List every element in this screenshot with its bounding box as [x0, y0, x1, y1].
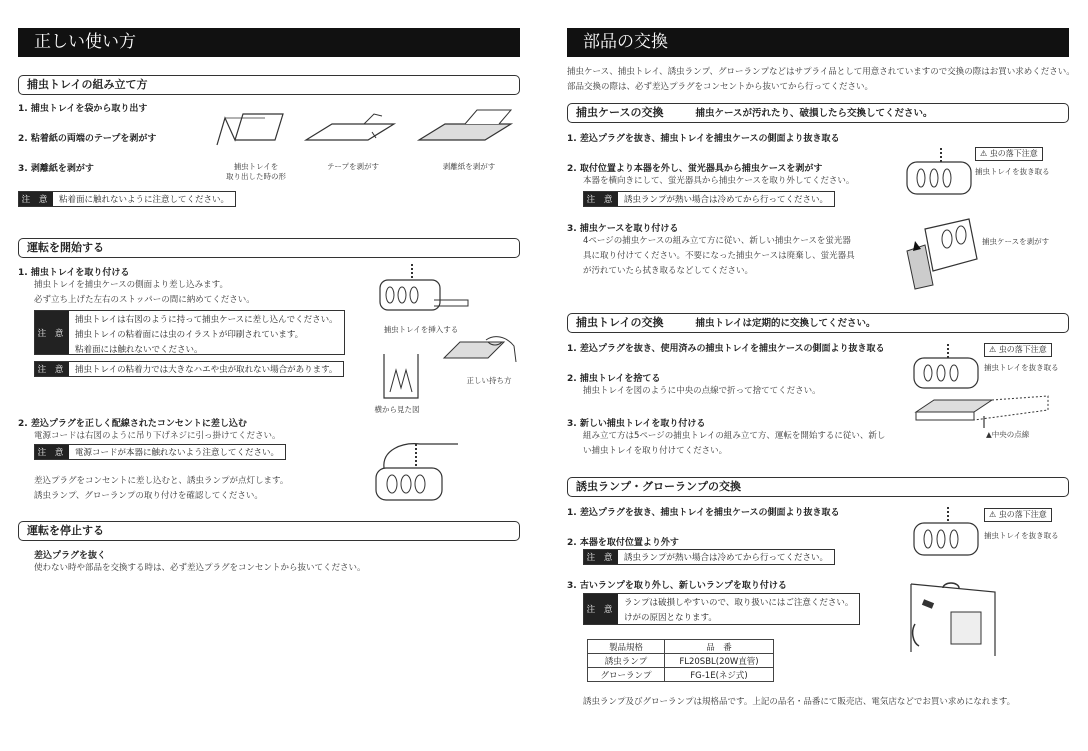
start-step-1: 1. 捕虫トレイを取り付ける: [18, 268, 130, 278]
warning-text: 虫の落下注意: [989, 149, 1038, 158]
note-body: [618, 594, 859, 624]
case-step-2-line: 本器を横向きにして、蛍光器具から捕虫ケースを取り外してください。: [583, 176, 855, 186]
start-step-1-line-1: 捕虫トレイを捕虫ケースの側面より差し込みます。: [34, 280, 228, 290]
right-intro-line-1: 捕虫ケース、捕虫トレイ、誘虫ランプ、グローランプなどはサプライ品として用意されていますので交換の際はお買い求めください。: [567, 67, 1075, 77]
note-tag: 注 意: [35, 311, 69, 354]
case-insect-warning: ⚠ 虫の落下注意: [975, 147, 1043, 161]
tray-caption-remove: 捕虫トレイを抜き取る: [984, 363, 1059, 372]
note-tag: 注 意: [35, 362, 69, 376]
lamp-footer: 誘虫ランプ及びグローランプは規格品です。上記の品名・品番にて販売店、電気店などでお買い求めになれます。: [583, 697, 1016, 707]
case-tray-remove-illustration: [903, 146, 978, 198]
table-row: [588, 668, 774, 682]
lamp-replace-illustration: [905, 572, 1005, 657]
start-step-2-line-3: 誘虫ランプ、グローランプの取り付けを確認してください。: [34, 491, 263, 501]
note-tag: 注 意: [584, 192, 618, 206]
tray-remove-illustration: [910, 342, 985, 392]
tape-peel-illustration: [302, 110, 397, 150]
case-step-3-line-1: 4ページの捕虫ケースの組み立て方に従い、新しい捕虫ケースを蛍光器: [583, 236, 851, 246]
note-tag: 注 意: [35, 445, 69, 459]
tray-section-header: [567, 313, 1069, 333]
tray-fold-illustration: [912, 392, 1052, 430]
tray-header-title: 捕虫トレイの交換: [576, 316, 664, 329]
side-view-illustration: [380, 352, 422, 402]
tray-step-2: 2. 捕虫トレイを捨てる: [567, 374, 661, 384]
start-note-1: [34, 310, 345, 355]
case-caption-peel: 捕虫ケースを剥がす: [982, 237, 1050, 246]
caption-side-view: 横から見た図: [374, 405, 420, 414]
note-text: 誘虫ランプが熱い場合は冷めてから行ってください。: [624, 195, 829, 205]
warning-text: 虫の落下注意: [998, 345, 1047, 354]
caption-correct-grip: 正しい持ち方: [466, 376, 512, 385]
note-tag: 注 意: [19, 192, 53, 206]
start-step-1-line-2: 必ず立ち上げた左右のストッパーの間に納めてください。: [34, 295, 255, 305]
start-note-3: [34, 444, 286, 460]
lamp-section-header: 誘虫ランプ・グローランプの交換: [567, 477, 1069, 497]
case-section-header: [567, 103, 1069, 123]
note-body: [69, 311, 344, 354]
lamp-spec-table: [587, 639, 774, 682]
caption-insert-tray: 捕虫トレイを挿入する: [383, 325, 459, 334]
table-header-cell: 製品規格: [588, 640, 665, 654]
table-cell: FL20SBL(20W直管): [665, 654, 774, 668]
note-line-1: 捕虫トレイは右図のように持って捕虫ケースに差し込んでください。: [75, 315, 338, 325]
tray-caption-center-line: ▲中央の点線: [986, 430, 1030, 439]
assembly-step-2: 2. 粘着紙の両端のテープを剥がす: [18, 134, 157, 144]
lamp-note-2: [583, 593, 860, 625]
note-tag: 注 意: [584, 550, 618, 564]
case-caption-remove-tray: 捕虫トレイを抜き取る: [975, 167, 1050, 176]
start-step-2-line: 電源コードは右図のように吊り下げネジに引っ掛けてください。: [34, 431, 281, 441]
case-header-title: 捕虫ケースの交換: [576, 106, 664, 119]
center-line-text: 中央の点線: [991, 430, 1030, 439]
note-line-1: ランプは破損しやすいので、取り扱いにはご注意ください。: [624, 598, 854, 608]
left-page-title: 正しい使い方: [18, 28, 520, 57]
assembly-step-1: 1. 捕虫トレイを袋から取り出す: [18, 104, 148, 114]
stop-title: 差込プラグを抜く: [34, 551, 107, 561]
note-tag: 注 意: [584, 594, 618, 624]
lamp-tray-remove-illustration: [910, 505, 985, 560]
tray-step-3: 3. 新しい捕虫トレイを取り付ける: [567, 419, 706, 429]
caption-tape-peel: テープを剥がす: [326, 162, 380, 171]
assembly-step-3: 3. 剥離紙を剥がす: [18, 164, 94, 174]
note-text: 電源コードが本器に触れないよう注意してください。: [75, 448, 280, 458]
right-page-title: 部品の交換: [567, 28, 1069, 57]
tray-step-3-line-1: 組み立て方は5ページの捕虫トレイの組み立て方、運転を開始するに従い、新し: [583, 431, 886, 441]
note-line-2: けがの原因となります。: [624, 613, 717, 623]
tray-shape-illustration: [215, 110, 285, 155]
table-cell: FG-1E(ネジ式): [665, 668, 774, 682]
start-step-2-line-2: 差込プラグをコンセントに差し込むと、誘虫ランプが点灯します。: [34, 476, 289, 486]
lamp-step-1: 1. 差込プラグを抜き、捕虫トレイを捕虫ケースの側面より抜き取る: [567, 508, 840, 518]
case-step-2: 2. 取付位置より本器を外し、蛍光器具から捕虫ケースを剥がす: [567, 164, 823, 174]
note-line-2: 捕虫トレイの粘着面には虫のイラストが印刷されています。: [75, 330, 304, 340]
case-step-3-line-2: 具に取り付けてください。不要になった捕虫ケースは廃棄し、蛍光器具: [583, 251, 855, 261]
case-header-sub: 捕虫ケースが汚れたり、破損したら交換してください。: [695, 108, 933, 119]
table-header-row: [588, 640, 774, 654]
case-peel-illustration: [903, 215, 983, 290]
release-paper-illustration: [415, 108, 515, 150]
stop-text: 使わない時や部品を交換する時は、必ず差込プラグをコンセントから抜いてください。: [34, 563, 366, 573]
caption-release-paper: 剥離紙を剥がす: [442, 162, 496, 171]
caption-tray-shape-1: 捕虫トレイを: [233, 162, 279, 171]
table-cell: 誘虫ランプ: [588, 654, 665, 668]
lamp-note-1: [583, 549, 835, 565]
cord-hanging-illustration: [372, 438, 464, 506]
tray-header-sub: 捕虫トレイは定期的に交換してください。: [695, 318, 876, 329]
case-step-3: 3. 捕虫ケースを取り付ける: [567, 224, 679, 234]
right-intro-line-2: 部品交換の際は、必ず差込プラグをコンセントから抜いてから行ってください。: [567, 82, 874, 92]
table-cell: グローランプ: [588, 668, 665, 682]
case-step-3-line-3: が汚れていたら拭き取るなどしてください。: [583, 266, 754, 276]
tray-step-1: 1. 差込プラグを抜き、使用済みの捕虫トレイを捕虫ケースの側面より抜き取る: [567, 344, 885, 354]
note-line-3: 粘着面には触れないでください。: [75, 345, 203, 355]
tray-insert-illustration: [376, 262, 471, 317]
tray-step-3-line-2: い捕虫トレイを取り付けてください。: [583, 446, 728, 456]
stop-section-header: 運転を停止する: [18, 521, 520, 541]
case-note: [583, 191, 835, 207]
note-text: 捕虫トレイの粘着力では大きなハエや虫が取れない場合があります。: [75, 365, 338, 375]
warning-text: 虫の落下注意: [998, 510, 1047, 519]
case-step-1: 1. 差込プラグを抜き、捕虫トレイを捕虫ケースの側面より抜き取る: [567, 134, 840, 144]
assembly-note: [18, 191, 236, 207]
lamp-step-3: 3. 古いランプを取り外し、新しいランプを取り付ける: [567, 581, 787, 591]
assembly-section-header: 捕虫トレイの組み立て方: [18, 75, 520, 95]
lamp-step-2: 2. 本器を取付位置より外す: [567, 538, 679, 548]
lamp-insect-warning: ⚠ 虫の落下注意: [984, 508, 1052, 522]
caption-tray-shape-2: 取り出した時の形: [226, 172, 286, 181]
correct-grip-illustration: [442, 332, 518, 374]
table-row: [588, 654, 774, 668]
tray-step-2-line: 捕虫トレイを図のように中央の点線で折って捨ててください。: [583, 386, 821, 396]
table-header-cell: 品 番: [665, 640, 774, 654]
lamp-caption-remove: 捕虫トレイを抜き取る: [984, 531, 1059, 540]
start-note-2: [34, 361, 344, 377]
note-text: 誘虫ランプが熱い場合は冷めてから行ってください。: [624, 553, 829, 563]
start-step-2: 2. 差込プラグを正しく配線されたコンセントに差し込む: [18, 419, 247, 429]
start-section-header: 運転を開始する: [18, 238, 520, 258]
note-text: 粘着面に触れないように注意してください。: [59, 195, 230, 205]
tray-insect-warning: ⚠ 虫の落下注意: [984, 343, 1052, 357]
